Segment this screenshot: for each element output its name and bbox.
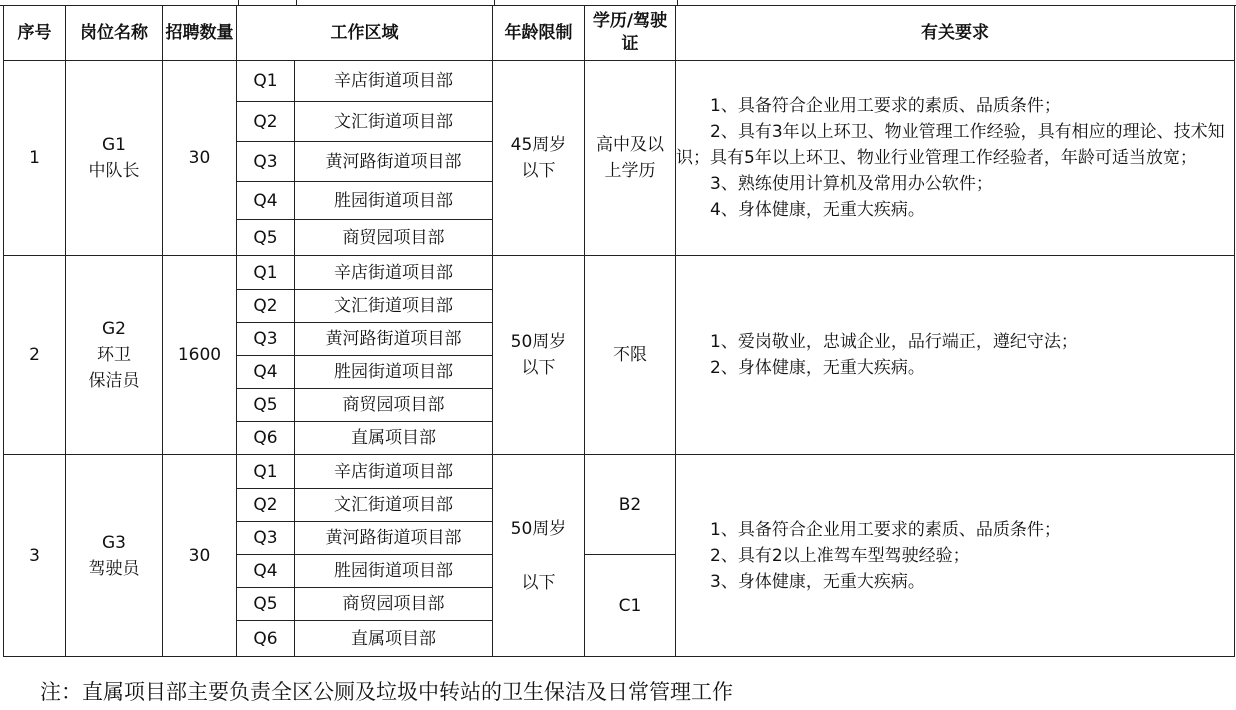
- area-name: 直属项目部: [295, 621, 493, 657]
- area-name: 黄河路街道项目部: [295, 142, 493, 182]
- position-cell: [66, 455, 163, 657]
- area-name: 胜园街道项目部: [295, 555, 493, 588]
- position-group-1: [4, 61, 1235, 256]
- area-code: Q5: [237, 220, 295, 256]
- count-cell: 30: [163, 61, 237, 256]
- area-name: 文汇街道项目部: [295, 102, 493, 142]
- area-name: 文汇街道项目部: [295, 489, 493, 522]
- area-code: Q4: [237, 356, 295, 389]
- requirement-line: 4、身体健康，无重大疾病。: [710, 200, 925, 220]
- area-code: Q1: [237, 455, 295, 489]
- seq-cell: 1: [4, 61, 66, 256]
- header-edu: 学历/驾驶证: [585, 6, 676, 61]
- area-code: Q6: [237, 621, 295, 657]
- edu-cell: [585, 61, 676, 256]
- area-code: Q3: [237, 522, 295, 555]
- age-text-line1: 50周岁: [510, 518, 567, 539]
- area-name: 辛店街道项目部: [295, 256, 493, 290]
- edu-cell: 不限: [585, 256, 676, 455]
- position-code: G1: [102, 135, 126, 155]
- requirements-cell: [676, 256, 1235, 455]
- area-code: Q4: [237, 182, 295, 220]
- area-name: 直属项目部: [295, 422, 493, 455]
- position-group-2: [4, 256, 1235, 455]
- header-area: 工作区域: [237, 6, 493, 61]
- area-name: 黄河路街道项目部: [295, 323, 493, 356]
- area-code: Q1: [237, 256, 295, 290]
- area-code: Q5: [237, 588, 295, 621]
- seq-cell: 2: [4, 256, 66, 455]
- area-name: 辛店街道项目部: [295, 61, 493, 102]
- age-cell: [493, 61, 585, 256]
- area-name: 商贸园项目部: [295, 588, 493, 621]
- area-code: Q6: [237, 422, 295, 455]
- position-title: 中队长: [88, 161, 140, 181]
- age-text: 50周岁以下: [510, 332, 567, 378]
- area-name: 辛店街道项目部: [295, 455, 493, 489]
- area-name: 胜园街道项目部: [295, 182, 493, 220]
- requirements-cell: [676, 455, 1235, 657]
- area-code: Q5: [237, 389, 295, 422]
- header-count: 招聘数量: [163, 6, 237, 61]
- position-title: 驾驶员: [88, 558, 140, 579]
- table-row: [4, 455, 1235, 489]
- requirement-line: 1、爱岗敬业，忠诚企业，品行端正，遵纪守法；: [710, 332, 1078, 352]
- seq-cell: 3: [4, 455, 66, 657]
- header-age: 年龄限制: [493, 6, 585, 61]
- position-title: 环卫: [97, 345, 131, 365]
- requirement-line: 3、熟练使用计算机及常用办公软件；: [710, 174, 993, 194]
- requirement-line: 2、身体健康，无重大疾病。: [710, 358, 925, 378]
- requirement-line: 2、具有2以上准驾车型驾驶经验；: [710, 545, 970, 566]
- area-name: 文汇街道项目部: [295, 290, 493, 323]
- area-code: Q4: [237, 555, 295, 588]
- requirement-line: 3、身体健康，无重大疾病。: [710, 571, 925, 592]
- license-cell: B2: [585, 455, 676, 555]
- edu-text: 高中及以上学历: [596, 135, 664, 181]
- header-seq: 序号: [4, 6, 66, 61]
- table-row: [4, 256, 1235, 290]
- area-code: Q3: [237, 323, 295, 356]
- area-code: Q1: [237, 61, 295, 102]
- position-cell: [66, 256, 163, 455]
- position-code: G2: [102, 319, 126, 339]
- age-cell: [493, 256, 585, 455]
- header-row: [4, 6, 1235, 61]
- header-position: 岗位名称: [66, 6, 163, 61]
- position-cell: [66, 61, 163, 256]
- area-name: 商贸园项目部: [295, 389, 493, 422]
- area-code: Q3: [237, 142, 295, 182]
- area-name: 黄河路街道项目部: [295, 522, 493, 555]
- requirement-line: 1、具备符合企业用工要求的素质、品质条件；: [710, 519, 1061, 540]
- position-code: G3: [102, 532, 126, 553]
- area-name: 胜园街道项目部: [295, 356, 493, 389]
- header-requirements: 有关要求: [676, 6, 1235, 61]
- requirement-line: 2、具有3年以上环卫、物业管理工作经验，具有相应的理论、技术知识；具有5年以上环卫、物业行业管理工作经验者，年龄可适当放宽；: [676, 122, 1225, 168]
- table-row: [4, 61, 1235, 102]
- age-text-line2: 以下: [521, 572, 556, 593]
- age-text: 45周岁以下: [510, 135, 567, 181]
- area-code: Q2: [237, 489, 295, 522]
- age-cell: [493, 455, 585, 657]
- requirements-cell: [676, 61, 1235, 256]
- requirement-line: 1、具备符合企业用工要求的素质、品质条件；: [710, 96, 1061, 116]
- count-cell: 1600: [163, 256, 237, 455]
- license-cell: C1: [585, 555, 676, 657]
- area-code: Q2: [237, 290, 295, 323]
- position-group-3: [4, 455, 1235, 657]
- count-cell: 30: [163, 455, 237, 657]
- footnote: 注：直属项目部主要负责全区公厕及垃圾中转站的卫生保洁及日常管理工作: [40, 680, 733, 704]
- area-code: Q2: [237, 102, 295, 142]
- area-name: 商贸园项目部: [295, 220, 493, 256]
- position-title: 保洁员: [88, 371, 140, 391]
- recruitment-table: [3, 5, 1235, 657]
